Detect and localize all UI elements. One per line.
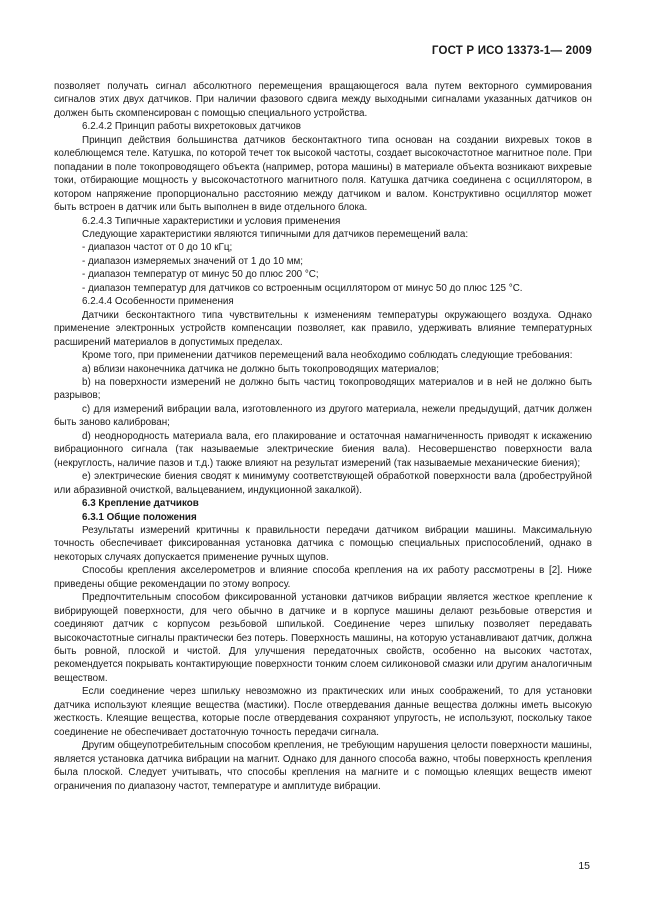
body-paragraph: - диапазон температур от минус 50 до плюс 200 °С;: [82, 269, 319, 281]
body-paragraph: Способы крепления акселерометров и влияние способа крепления на их работу рассмотрены в [2]. Ниже приведены общие рекомендации по этому вопросу.: [54, 565, 592, 590]
body-paragraph: Если соединение через шпильку невозможно из практических или иных соображений, то для установки датчика используют клеящие вещества (мастики). После отвердевания данные вещества должны иметь высокую жесткость. Клеящие вещества, которые после отвердевания сохраняют упругость, не используют, поскольку такое соединение не обеспечивает достаточную точность передачи сигнала.: [54, 686, 592, 738]
body-paragraph: Датчики бесконтактного типа чувствительны к изменениям температуры окружающего воздуха. Однако применение электронных устройств компенсации позволяет, как правило, удерживать влияние температурных расширений материалов в допустимых пределах.: [54, 309, 592, 348]
body-paragraph: 6.2.4.3 Типичные характеристики и условия применения: [82, 215, 341, 227]
body-paragraph: 6.2.4.2 Принцип работы вихретоковых датчиков: [82, 121, 301, 133]
body-paragraph: 6.2.4.4 Особенности применения: [82, 296, 234, 308]
section-heading: 6.3 Крепление датчиков: [82, 498, 199, 510]
body-paragraph: - диапазон измеряемых значений от 1 до 10 мм;: [82, 255, 303, 267]
body-paragraph: позволяет получать сигнал абсолютного перемещения вращающегося вала путем векторного суммирования сигналов этих двух датчиков. При наличии фазового сдвига между выходными сигналами указанных датчиков он должен быть скомпенсирован с помощью специального устройства.: [54, 81, 592, 119]
body-paragraph: Предпочтительным способом фиксированной установки датчиков вибрации является жесткое крепление к вибрирующей поверхности, для чего обычно в датчике и в корпусе машины делают резьбовые отверстия и соединяют датчик с корпусом резьбовой шпилькой. Соединение через шпильку позволяет передавать высокочастотные сигналы практически без потерь. Поверхность машины, на которую устанавливают датчик, должна быть ровной, плоской и чистой. Для улучшения передаточных свойств, особенно на высоких частотах, рекомендуется покрывать контактирующие поверхности тонким слоем силиконовой смазки или другим аналогичным веществом.: [54, 592, 592, 684]
body-paragraph: - диапазон частот от 0 до 10 кГц;: [82, 242, 233, 254]
body-paragraph: Следующие характеристики являются типичными для датчиков перемещений вала:: [82, 228, 469, 240]
body-paragraph: - диапазон температур для датчиков со встроенным осциллятором от минус 50 до плюс 125 °С.: [82, 282, 523, 294]
document-body: [54, 80, 592, 793]
page-number: 15: [578, 860, 590, 872]
body-paragraph: Результаты измерений критичны к правильности передачи датчиком вибрации машины. Максимальную точность обеспечивает фиксированная установка датчика с помощью специальных приспособлений, однако в некоторых случаях допускается применение ручных щупов.: [54, 524, 592, 563]
body-paragraph: a) вблизи наконечника датчика не должно быть токопроводящих материалов;: [82, 363, 439, 375]
section-heading: 6.3.1 Общие положения: [82, 511, 197, 523]
body-paragraph: d) неоднородность материала вала, его плакирование и остаточная намагниченность приводят к искажению вибрационного сигнала (так называемые электрические биения вала). Несовершенство поверхности вала (некруглость, наличие пазов и т.д.) также влияют на результат измерений (так называемые механические биения);: [54, 430, 592, 469]
body-paragraph: Другим общеупотребительным способом крепления, не требующим нарушения целости поверхности машины, является установка датчика вибрации на магнит. Однако для данного способа важно, чтобы поверхность крепления была плоской. Следует учитывать, что способы крепления на магните и с помощью клеящих веществ имеют ограничения по диапазону частот, температуре и амплитуде вибрации.: [54, 740, 592, 792]
body-paragraph: b) на поверхности измерений не должно быть частиц токопроводящих материалов и в ней не должно быть разрывов;: [54, 376, 592, 402]
body-paragraph: Принцип действия большинства датчиков бесконтактного типа основан на создании вихревых токов в колеблющемся теле. Катушка, по которой течет ток высокой частоты, создает высокочастотное магнитное поле. При попадании в поле токопроводящего объекта (например, ротора машины) в материале объекта возникают вихревые токи, отбирающие мощность у высокочастотного магнитного поля. Катушка датчика соединена с осциллятором, в котором напряжение пропорционально расстоянию между датчиком и валом. Конструктивно осциллятор может быть встроен в датчик или быть выполнен в виде отдельного блока.: [54, 134, 592, 214]
document-header: ГОСТ Р ИСО 13373-1— 2009: [431, 45, 592, 57]
body-paragraph: c) для измерений вибрации вала, изготовленного из другого материала, нежели предыдущий, датчик должен быть заново калиброван;: [54, 403, 592, 429]
body-paragraph: e) электрические биения сводят к минимуму соответствующей обработкой поверхности вала (дробеструйной или абразивной очисткой, вальцеванием, индукционной закалкой).: [54, 471, 592, 496]
body-paragraph: Кроме того, при применении датчиков перемещений вала необходимо соблюдать следующие требования:: [82, 350, 573, 362]
